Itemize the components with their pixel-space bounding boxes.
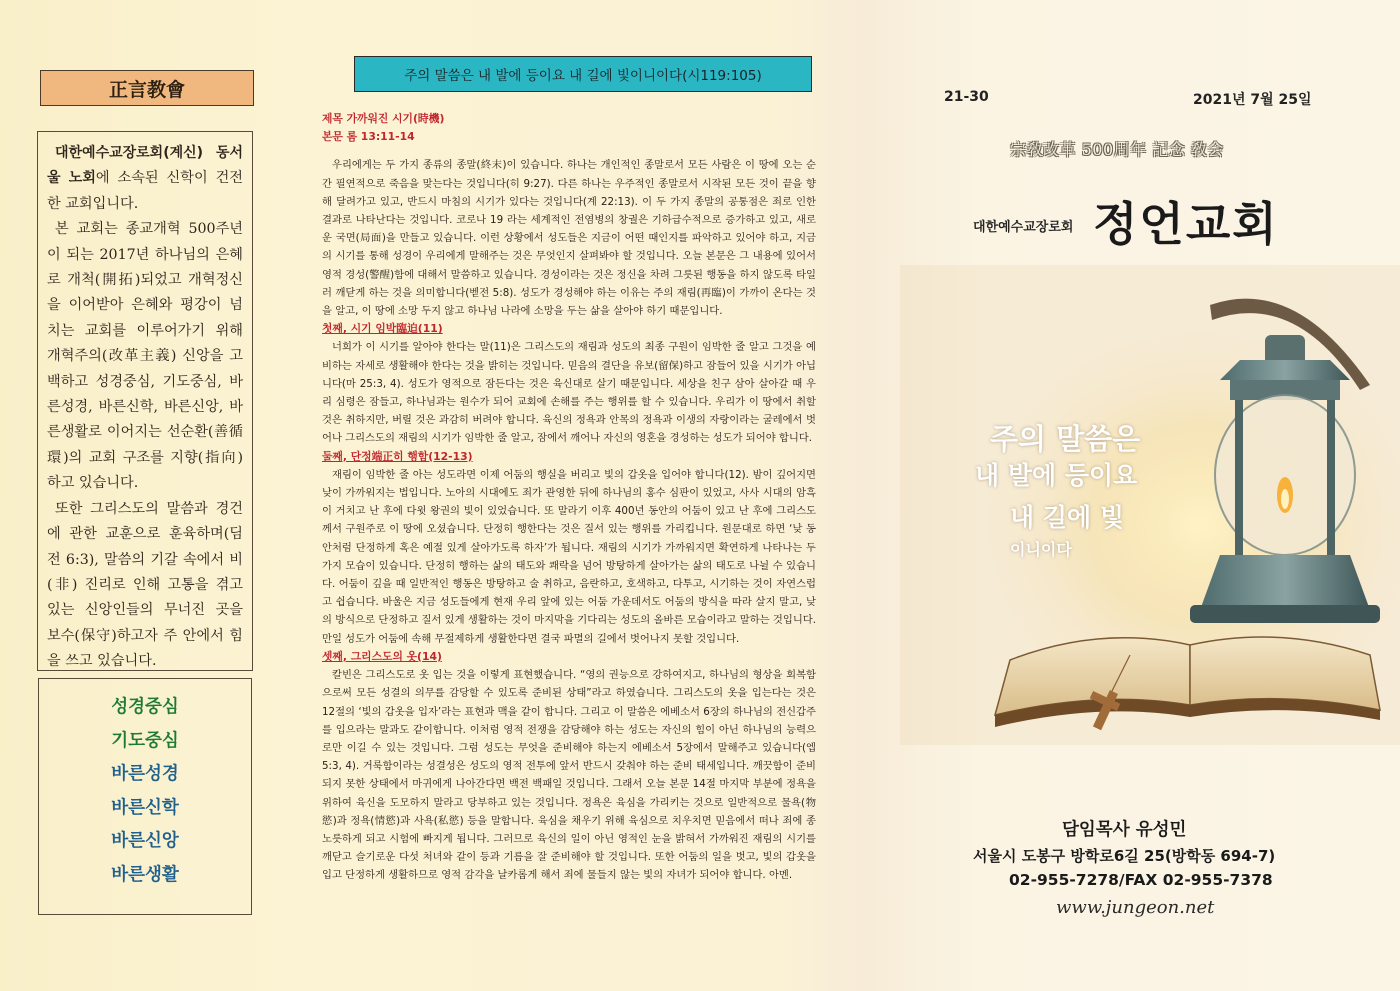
intro-bold: 대한예수교장로회(계신) 동서울 노회 <box>47 145 243 187</box>
art-verse-line-2: 내 발에 등이요 <box>975 461 1138 490</box>
section-heading-1: 첫째, 시기 임박臨迫(11) <box>322 322 443 336</box>
lantern-frame-left <box>1235 400 1243 560</box>
flame-core <box>1281 489 1289 509</box>
church-intro <box>37 131 253 671</box>
church-name-hanja: 正言教會 <box>108 78 185 101</box>
value-item: 바른생활 <box>111 864 179 885</box>
lantern-top <box>1220 360 1350 380</box>
sermon-intro: 우리에게는 두 가지 종류의 종말(終末)이 있습니다. 하나는 개인적인 종말로서 모든 사람은 이 땅에 오는 순간 필연적으로 죽음을 맞는다는 것입니다(히 9:27). 다른 하나는 우주적인 종말로서 시작된 모든 것이 끝을 향해 달려가고 있고, 반드시 마침의 시기가 있다는 것입니다(계 22:13). 이 두 가지 종말의 공통점은 죄로 인한 결과로 나타난다는 것입니다. 코로나 19 라는 세계적인 전염병의 창궐은 기하급수적으로 증가하고 있고, 새로운 국면(局面)을 만들고 있습니다. 이런 상황에서 성도들은 지금이 어떤 때인지를 파악하고 있어야 하고, 지금의 시기를 통해 성경이 우리에게 말해주는 것은 무엇인지 살펴봐야 할 것입니다. 오늘 본문은 그 내용에 있어서 영적 경성(警醒)함에 대해서 말씀하고 있습니다. 경성이라는 것은 정신을 차려 그릇된 행동을 하지 않도록 타일러 깨닫게 하는 것을 의미합니다(벧전 5:8). 성도가 경성해야 하는 이유는 주의 재림(再臨)이 가까이 온다는 것을 알고, 이 땅에 소망 두지 않고 하나님 나라에 소망을 두는 삶을 살아야 하기 때문입니다. <box>322 159 816 318</box>
issue-number: 21-30 <box>944 89 989 105</box>
value-item: 바른성경 <box>111 764 179 784</box>
sermon-title: 제목 가까워진 시기(時機) <box>322 112 445 125</box>
lantern-bible-illustration <box>900 265 1400 745</box>
art-verse-line-4: 이니이다 <box>1010 540 1072 559</box>
verse-banner <box>354 56 812 92</box>
art-verse-line-1: 주의 말씀은 <box>990 422 1141 456</box>
value-item: 바른신앙 <box>111 831 179 851</box>
section-body-3: 칼빈은 그리스도로 옷 입는 것을 이렇게 표현했습니다. “영의 권능으로 강하여지고, 하나님의 형상을 회복함으로써 모든 성결의 의무를 감당할 수 있도록 준비된 상태”라고 하였습니다. 그리스도의 옷을 입는다는 것은 12절의 ‘빛의 갑옷을 입자’라는 표현과 맥을 같이 합니다. 그리고 이 말씀은 에베소서 6장의 하나님의 전신갑주를 입으라는 말과도 같이합니다. 이처럼 영적 전쟁을 감당해야 하는 성도는 자신의 힘이 아닌 하나님의 능력으로만 이길 수 있는 것입니다. 그럼 성도는 무엇을 준비해야 하는지 에베소서 5장에서 말해주고 있습니다(엡 5:3, 4). 거룩함이라는 성결성은 성도의 영적 전투에 앞서 반드시 갖춰야 하는 준비 태세입니다. 깨끗함이 준비되지 못한 상태에서 마귀에게 나아간다면 백전 백패일 것입니다. 그래서 오늘 본문 14절 마지막 부분에 정욕을 위하여 육신을 도모하지 말라고 당부하고 있는 것입니다. 정욕은 육심을 가리키는 것으로 일반적으로 물욕(物慾)과 정욕(情慾)과 사욕(私慾) 등을 말합니다. 육심을 채우기 위해 육심으로 치우치면 믿음에서 떠나 죄에 종 노릇하게 되고 시험에 빠지게 됩니다. 그러므로 육신의 일이 아닌 영적인 눈을 밝혀서 가까워진 재림의 시기를 깨닫고 슬기로운 다섯 처녀와 같이 등과 기름을 잘 준비해야 할 것입니다. 또한 어둠의 일을 벗고, 빛의 갑옷을 입고 단정하게 생활하므로 영적 감각을 날카롭게 해서 죄에 물들지 않는 빛의 자녀가 되어야 합니다. 아멘. <box>322 669 816 882</box>
section-body-1: 너희가 이 시기를 알아야 한다는 말(11)은 그리스도의 재림과 성도의 최종 구원이 임박한 줄 알고 그것을 예비하는 자세로 생활해야 한다는 것을 밝히는 것입니다. 믿음의 결단을 유보(留保)하고 잠들어 있을 시기가 아닙니다(마 25:3, 4). 성도가 영적으로 잠든다는 것은 육신대로 살기 때문입니다. 세상을 친구 삼아 살아갈 때 우리 심령은 잠들고, 하나님과는 원수가 되어 교회에 손해를 주는 행위를 할 수 있습니다. 우리가 이 땅에서 취할 것은 취하지만, 버릴 것은 과감히 버려야 합니다. 육신의 정욕과 안목의 정욕과 이생의 자랑이라는 굴레에서 벗어나 그리스도의 재림의 시기가 임박한 줄 알고, 잠에서 깨어나 자신의 영혼을 경성하는 성도가 되어야 합니다. <box>322 341 816 445</box>
issue-date: 2021년 7월 25일 <box>1193 92 1312 108</box>
verse-banner-text: 주의 말씀은 내 발에 등이요 내 길에 빛이니이다(시119:105) <box>404 68 762 84</box>
intro-text-1: 에 소속된 신학이 건전한 교회입니다. <box>47 170 243 212</box>
value-item: 성경중심 <box>111 697 179 717</box>
section-heading-3: 셋째, 그리스도의 옷(14) <box>322 649 442 663</box>
intro-paragraph-2: 본 교회는 종교개혁 500주년이 되는 2017년 하나님의 은혜로 개척(開拓)되었고 개혁정신을 이어받아 은혜와 평강이 넘치는 교회를 이루어가기 위해 개혁주의(改革主義) 신앙을 고백하고 성경중심, 기도중심, 바른성경, 바른신학, 바른신앙, 바른생활로 이어지는 선순환(善循環)의 교회 구조를 지향(指向)하고 있습니다. <box>47 221 243 492</box>
church-name-hanja-box <box>40 70 254 106</box>
value-item: 바른신학 <box>111 797 179 818</box>
intro-paragraph-1 <box>47 141 243 217</box>
section-heading-2: 둘째, 단정端正히 행함(12-13) <box>322 449 473 463</box>
church-address: 서울시 도봉구 방학로6길 25(방학동 694-7) <box>973 847 1276 865</box>
church-phone: 02-955-7278/FAX 02-955-7378 <box>1009 871 1273 889</box>
lantern-frame-right <box>1327 400 1335 560</box>
art-verse-line-3: 내 길에 빛 <box>1010 503 1125 532</box>
sermon-scripture: 본문 롬 13:11-14 <box>322 130 415 144</box>
core-values <box>38 678 252 915</box>
section-body-2: 재림이 임박한 줄 아는 성도라면 이제 어둠의 행실을 버리고 빛의 갑옷을 입어야 합니다(12). 밤이 깊어지면 낮이 가까워지는 법입니다. 노아의 시대에도 죄가 관영한 뒤에 하나님의 홍수 심판이 있었고, 사사 시대의 암흑이 거치고 난 후에 다윗 왕권의 빛이 있었습니다. 또 말라기 이후 400년 동안의 어둠이 있고 난 후에 그리스도께서 구원주로 이 땅에 오셨습니다. 단정히 행한다는 것은 질서 있는 행위를 가리킵니다. 원문대로 하면 ‘낮 동안처럼 단정하게 혹은 예절 있게 살아가도록 하자’가 됩니다. 재림의 시기가 가까워지면 확연하게 나타나는 두 가지 모습이 있습니다. 단정히 행하는 삶의 태도와 쾌락을 넘어 방탕하게 살아가는 삶의 태도로 나뉠 수 있습니다. 어둠이 깊을 때 일반적인 행동은 방탕하고 술 취하고, 음란하고, 호색하고, 다투고, 시기하는 것이 자연스럽고 쉽습니다. 바울은 지금 성도들에게 현재 우리 앞에 있는 어둠 가운데서도 어둠의 방식을 따라 살지 말고, 낮의 방식으로 단정하고 질서 있게 생활하는 것이 마지막을 기다리는 성도의 올바른 모습이라고 말하는 것입니다. 만일 성도가 어둠에 속해 무절제하게 생활한다면 결국 파멸의 길에서 벗어나지 못할 것입니다. <box>322 468 817 645</box>
motto: 宗敎改革 500周年 記念 敎会 <box>1010 140 1224 159</box>
church-name: 정언교회 <box>1093 197 1279 251</box>
church-website[interactable]: www.jungeon.net <box>1056 897 1215 918</box>
pastor-name: 담임목사 유성민 <box>1062 820 1187 840</box>
sermon <box>322 110 816 885</box>
denomination: 대한예수교장로회 <box>973 220 1074 235</box>
lantern-base <box>1200 555 1370 610</box>
value-item: 기도중심 <box>111 730 179 751</box>
intro-paragraph-3: 또한 그리스도의 말씀과 경건에 관한 교훈으로 훈육하며(딤전 6:3), 말씀의 기갈 속에서 비(非) 진리로 인해 고통을 겪고 있는 신앙인들의 무너진 곳을 보수(保守)하고자 주 안에서 힘을 쓰고 있습니다. <box>47 500 243 670</box>
lantern-foot <box>1190 605 1380 623</box>
